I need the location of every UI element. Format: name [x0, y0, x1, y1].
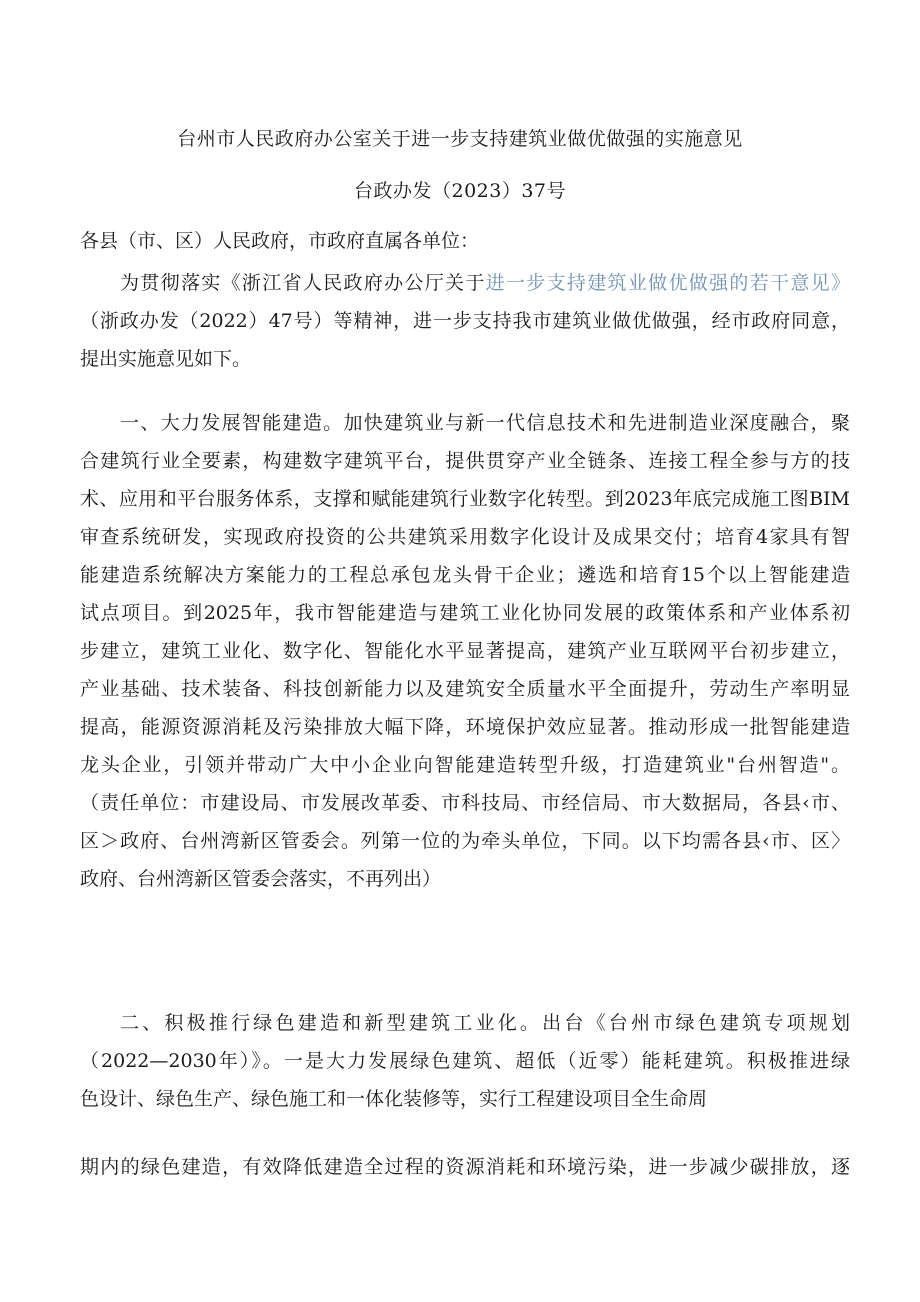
paragraph-line: （责任单位：市建设局、市发展改革委、市科技局、市经信局、市大数据局，各县‹市、	[80, 792, 850, 814]
paragraph-text: 为贯彻落实《浙江省人民政府办公厅关于	[120, 272, 486, 294]
paragraph-continuation	[80, 1148, 850, 1186]
paragraph-line	[80, 264, 850, 302]
paragraph-line: 提高，能源资源消耗及污染排放大幅下降，环境保护效应显著。推动形成一批智能建造	[80, 716, 850, 738]
paragraph-line: 合建筑行业全要素，构建数字建筑平台，提供贯穿产业全链条、连接工程全参与方的技	[80, 450, 850, 472]
salutation: 各县（市、区）人民政府，市政府直属各单位：	[80, 230, 480, 252]
paragraph-line: 能建造系统解决方案能力的工程总承包龙头骨干企业；遴选和培育15个以上智能建造	[80, 564, 850, 586]
paragraph-line: 步建立，建筑工业化、数字化、智能化水平显著提高，建筑产业互联网平台初步建立，	[80, 640, 850, 662]
paragraph-line: 色设计、绿色生产、绿色施工和一体化装修等，实行工程建设项目全生命周	[80, 1088, 708, 1110]
paragraph-intro	[80, 264, 850, 378]
paragraph-line: （浙政办发（2022）47号）等精神，进一步支持我市建筑业做优做强，经市政府同意，	[80, 310, 850, 332]
paragraph-line: 政府、台州湾新区管委会落实，不再列出）	[80, 868, 442, 890]
paragraph-section-1	[80, 404, 850, 898]
paragraph-line: 产业基础、技术装备、科技创新能力以及建筑安全质量水平全面提升，劳动生产率明显	[80, 678, 850, 700]
paragraph-line: 二、积极推行绿色建造和新型建筑工业化。出台《台州市绿色建筑专项规划	[120, 1012, 850, 1034]
paragraph-line: 提出实施意见如下。	[80, 348, 252, 370]
paragraph-line: 一、大力发展智能建造。加快建筑业与新一代信息技术和先进制造业深度融合，聚	[120, 412, 850, 434]
paragraph-line: 区＞政府、台州湾新区管委会。列第一位的为牵头单位，下同。以下均需各县‹市、区〉	[80, 830, 850, 852]
paragraph-line: 审查系统研发，实现政府投资的公共建筑采用数字化设计及成果交付；培育4家具有智	[80, 526, 850, 548]
paragraph-line: 龙头企业，引领并带动广大中小企业向智能建造转型升级，打造建筑业"台州智造"。	[80, 754, 850, 776]
policy-link[interactable]: 进一步支持建筑业做优做强的若干意见》	[485, 272, 850, 294]
paragraph-line: 术、应用和平台服务体系，支撑和赋能建筑行业数字化转型。到2023年底完成施工图BIM	[80, 488, 850, 510]
document-title: 台州市人民政府办公室关于进一步支持建筑业做优做强的实施意见	[177, 128, 743, 150]
paragraph-line: 期内的绿色建造，有效降低建造全过程的资源消耗和环境污染，进一步减少碳排放，逐	[80, 1156, 850, 1178]
paragraph-line: 试点项目。到2025年，我市智能建造与建筑工业化协同发展的政策体系和产业体系初	[80, 602, 850, 624]
document-number: 台政办发（2023）37号	[353, 180, 567, 202]
paragraph-section-2	[80, 1004, 850, 1118]
paragraph-line: （2022—2030年）》。一是大力发展绿色建筑、超低（近零）能耗建筑。积极推进绿	[80, 1050, 850, 1072]
